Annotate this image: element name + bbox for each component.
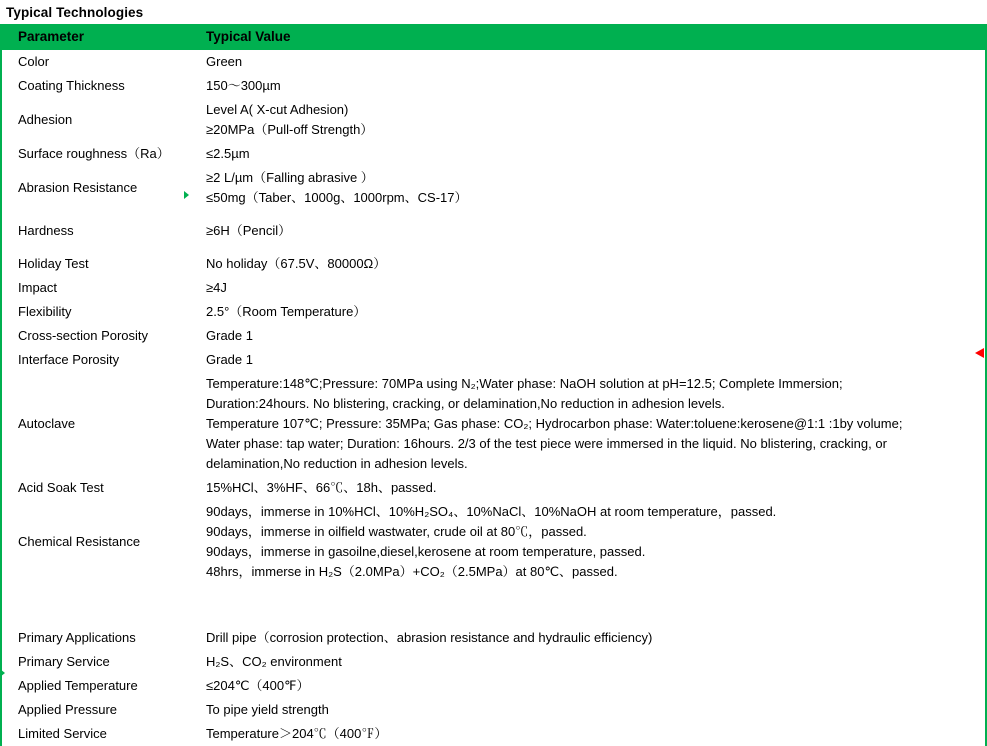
spec-table [0,24,987,746]
row-parameter: Color [18,54,50,69]
row-parameter: Impact [18,280,58,295]
left-border-rule [0,28,2,746]
row-value-line: Temperature 107℃; Pressure: 35MPa; Gas phase: CO₂; Hydrocarbon phase: Water:toluene:kerosene@1:1 :1by volume; [206,416,903,431]
row-parameter: Flexibility [18,304,72,319]
column-header-typical-value: Typical Value [188,24,987,50]
table-row [0,210,987,252]
row-parameter: Limited Service [18,726,107,741]
table-row [0,142,987,166]
table-row [0,324,987,348]
table-row [0,698,987,722]
row-value-line: 90days，immerse in oilfield wastwater, crude oil at 80℃，passed. [206,524,587,539]
row-parameter: Holiday Test [18,256,89,271]
row-value: Green [206,54,243,69]
green-marker-arrow-lower [0,669,5,677]
table-row [0,372,987,476]
row-parameter: Surface roughness（Ra） [18,146,170,161]
row-value-line: ≥20MPa（Pull-off Strength） [206,122,374,137]
row-value: H₂S、CO₂ environment [206,654,342,669]
table-row [0,50,987,74]
column-header-parameter: Parameter [0,24,188,50]
row-parameter: Primary Applications [18,630,136,645]
row-value [188,98,987,142]
row-value: 150～300µm [206,78,281,93]
row-value: To pipe yield strength [206,702,329,717]
page-title: Typical Technologies [6,5,144,20]
table-row [0,674,987,698]
row-value [188,372,987,476]
row-value: ≤2.5µm [206,146,250,161]
table-header-row [0,24,987,50]
row-value: Temperature＞204℃（400℉） [206,726,388,741]
row-parameter: Primary Service [18,654,110,669]
row-value: Grade 1 [206,352,253,367]
row-value: Drill pipe（corrosion protection、abrasion resistance and hydraulic efficiency) [206,630,653,645]
green-marker-arrow-upper [184,191,189,199]
table-row [0,722,987,746]
row-value-line: Water phase: tap water; Duration: 16hours. 2/3 of the test piece were immersed in the liquid. No blistering, cracking, or [206,436,887,451]
table-row [0,74,987,98]
row-value-line: 90days，immerse in gasoilne,diesel,kerosene at room temperature, passed. [206,544,646,559]
row-value: ≥6H（Pencil） [206,223,292,238]
row-parameter: Hardness [18,223,74,238]
row-parameter: Autoclave [18,416,76,431]
row-value: Grade 1 [206,328,253,343]
row-parameter: Acid Soak Test [18,480,104,495]
row-value-line: Duration:24hours. No blistering, cracking, or delamination,No reduction in adhesion levels. [206,396,725,411]
row-value [188,166,987,210]
table-row [0,276,987,300]
row-value-line: 48hrs，immerse in H₂S（2.0MPa）+CO₂（2.5MPa）at 80℃、passed. [206,564,618,579]
row-value-line: Temperature:148℃;Pressure: 70MPa using N₂;Water phase: NaOH solution at pH=12.5; Complete Immersion; [206,376,843,391]
row-value-line: 90days，immerse in 10%HCl、10%H₂SO₄、10%NaCl、10%NaOH at room temperature，passed. [206,504,777,519]
row-value: No holiday（67.5V、80000Ω） [206,256,387,271]
row-parameter: Abrasion Resistance [18,180,138,195]
row-parameter: Interface Porosity [18,352,120,367]
row-value: ≥4J [206,280,227,295]
table-row [0,166,987,210]
table-row [0,300,987,324]
row-parameter: Applied Temperature [18,678,138,693]
row-value-line: delamination,No reduction in adhesion levels. [206,456,468,471]
table-row [0,650,987,674]
row-parameter: Adhesion [18,112,73,127]
row-value: 2.5°（Room Temperature） [206,304,367,319]
row-value-line: ≤50mg（Taber、1000g、1000rpm、CS-17） [206,190,468,205]
row-parameter: Cross-section Porosity [18,328,149,343]
row-value: 15%HCl、3%HF、66℃、18h、passed. [206,480,437,495]
row-parameter: Chemical Resistance [18,534,141,549]
row-value-line: Level A( X-cut Adhesion) [206,102,349,117]
table-row [0,500,987,584]
table-row [0,98,987,142]
table-row [0,348,987,372]
row-parameter: Applied Pressure [18,702,117,717]
row-value [188,500,987,584]
red-marker-arrow [975,348,984,358]
table-row [0,476,987,500]
table-row [0,584,987,650]
table-row [0,252,987,276]
row-value: ≤204℃（400℉） [206,678,310,693]
row-parameter: Coating Thickness [18,78,125,93]
row-value-line: ≥2 L/µm（Falling abrasive ） [206,170,374,185]
